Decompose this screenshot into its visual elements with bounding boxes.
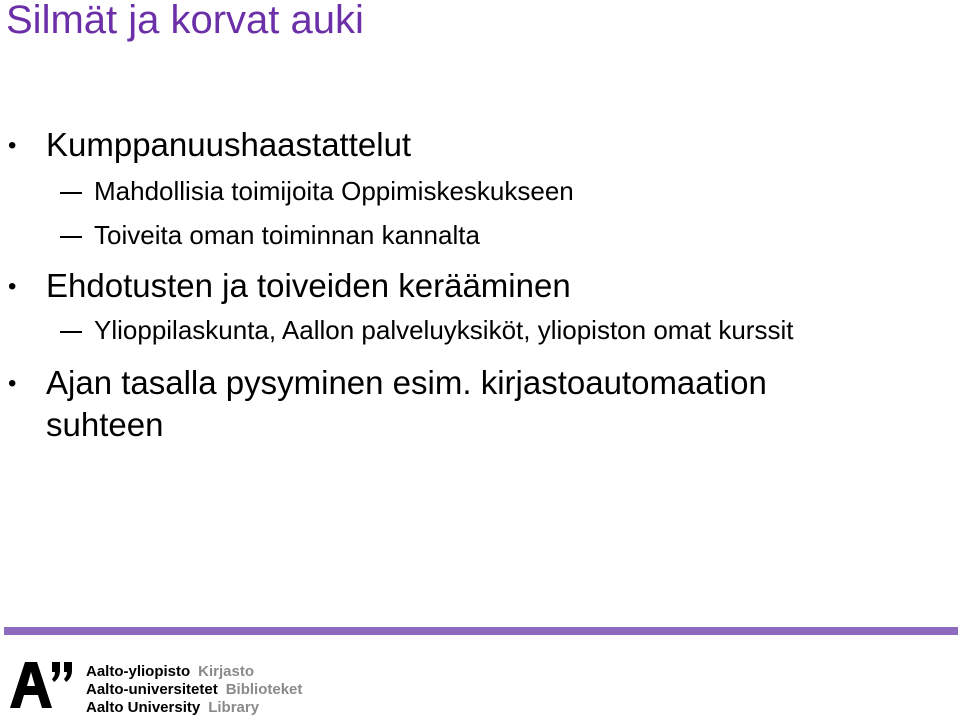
slide-title: Silmät ja korvat auki <box>6 0 364 42</box>
bullet-item: Ehdotusten ja toiveiden kerääminen <box>46 267 571 304</box>
logo-line <box>86 699 302 717</box>
bullet-item-continuation: suhteen <box>46 406 164 443</box>
bullet-icon: • <box>8 273 17 300</box>
logo-unit: Biblioteket <box>225 681 303 698</box>
logo-line <box>86 663 302 681</box>
bullet-icon: • <box>8 370 17 397</box>
bullet-item: Ajan tasalla pysyminen esim. kirjastoautomaation <box>46 364 767 401</box>
dash-icon <box>60 192 82 194</box>
logo-unit: Kirjasto <box>198 663 255 680</box>
footer-bar <box>4 627 958 635</box>
logo-line <box>86 681 302 699</box>
bullet-icon: • <box>8 132 17 159</box>
logo-org: Aalto-universitetet <box>86 681 218 698</box>
sub-bullet-item: Toiveita oman toiminnan kannalta <box>94 220 480 250</box>
logo-text <box>86 663 302 717</box>
sub-bullet-item: Mahdollisia toimijoita Oppimiskeskukseen <box>94 176 574 206</box>
logo-org: Aalto-yliopisto <box>86 663 191 680</box>
sub-bullet-item: Ylioppilaskunta, Aallon palveluyksiköt, yliopiston omat kurssit <box>94 315 794 345</box>
logo-unit: Library <box>208 699 260 716</box>
aalto-logo-icon <box>10 660 74 715</box>
dash-icon <box>60 331 82 333</box>
bullet-item: Kumppanuushaastattelut <box>46 126 412 163</box>
dash-icon <box>60 236 82 238</box>
logo-org: Aalto University <box>86 699 201 716</box>
